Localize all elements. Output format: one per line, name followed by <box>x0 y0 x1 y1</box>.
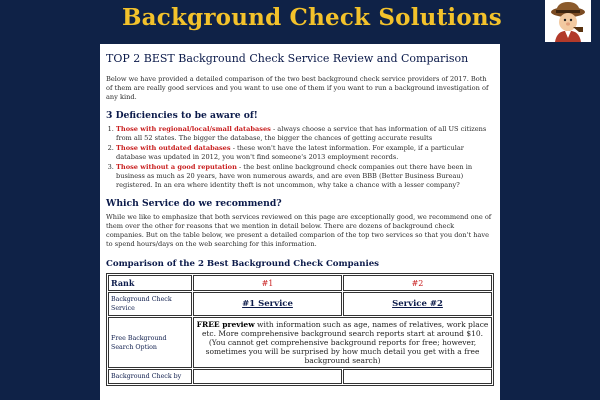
deficiencies-list <box>106 125 494 190</box>
deficiency-text: - the best online background check companies out there have been in business as much as 20 years, have won numerous awards, and are even BBB (Better Business Bureau) registered. In an era where identity theft is not uncommon, why take a chance with a lesser company? <box>116 163 473 189</box>
table-row <box>108 275 492 291</box>
free-preview-text: with information such as age, names of relatives, work place etc. More comprehensive background search reports start at around $10. (You cannot get comprehensive background reports for free; however, sometimes you will be surprised by how much detail you get with a free background search) <box>201 320 489 365</box>
rank-2-cell: #2 <box>343 275 492 291</box>
rank-1-cell: #1 <box>193 275 342 291</box>
table-row <box>108 317 492 368</box>
deficiency-text: - these won't have the latest information. For example, if a particular database was updated in 2012, you won't find someone's 2013 employment records. <box>116 144 464 161</box>
free-preview-label: FREE preview <box>196 320 255 329</box>
recommend-heading: Which Service do we recommend? <box>106 198 282 209</box>
main-content <box>100 44 500 400</box>
free-preview-cell <box>193 317 492 368</box>
intro-paragraph: Below we have provided a detailed comparison of the two best background check service providers of 2017. Both of them are really good services and you want to use one of them if you want to run a background investigation of any kind. <box>106 75 489 101</box>
recommend-paragraph: While we like to emphasize that both services reviewed on this page are exceptionally good, we recommend one of them over the other for reasons that we mention in detail below. There are dozens of background check companies. But on the table below, we present a detailed comparion of the top two services so that you don't have to spend hours/days on the web searching for this information. <box>106 213 492 248</box>
list-item <box>116 125 494 143</box>
service-label-cell: Background Check Service <box>108 292 192 316</box>
service-2-link[interactable]: Service #2 <box>343 292 492 316</box>
list-item <box>116 163 494 190</box>
next-row-cell-1 <box>193 369 342 384</box>
site-title[interactable]: Background Check Solutions <box>122 4 502 31</box>
comparison-table <box>106 273 494 386</box>
rank-label-cell: Rank <box>108 275 192 291</box>
site-header <box>100 0 500 42</box>
service-1-link[interactable]: #1 Service <box>193 292 342 316</box>
free-search-label-cell: Free Background Search Option <box>108 317 192 368</box>
deficiency-text: - always choose a service that has information of all US citizens from all 52 states. The bigger the database, the bigger the chances of getting accurate results <box>116 125 487 142</box>
page-title: TOP 2 BEST Background Check Service Review and Comparison <box>106 52 469 65</box>
next-row-label-cell: Background Check by <box>108 369 192 384</box>
detective-mascot-icon <box>545 0 591 42</box>
list-item <box>116 144 494 162</box>
deficiencies-heading: 3 Deficiencies to be aware of! <box>106 110 258 121</box>
deficiency-label: Those with outdated databases <box>116 144 231 152</box>
deficiency-label: Those with regional/local/small databases <box>116 125 271 133</box>
comparison-heading: Comparison of the 2 Best Background Check Companies <box>106 259 380 269</box>
next-row-cell-2 <box>343 369 492 384</box>
deficiency-label: Those without a good reputation <box>116 163 237 171</box>
table-row <box>108 369 492 384</box>
table-row <box>108 292 492 316</box>
